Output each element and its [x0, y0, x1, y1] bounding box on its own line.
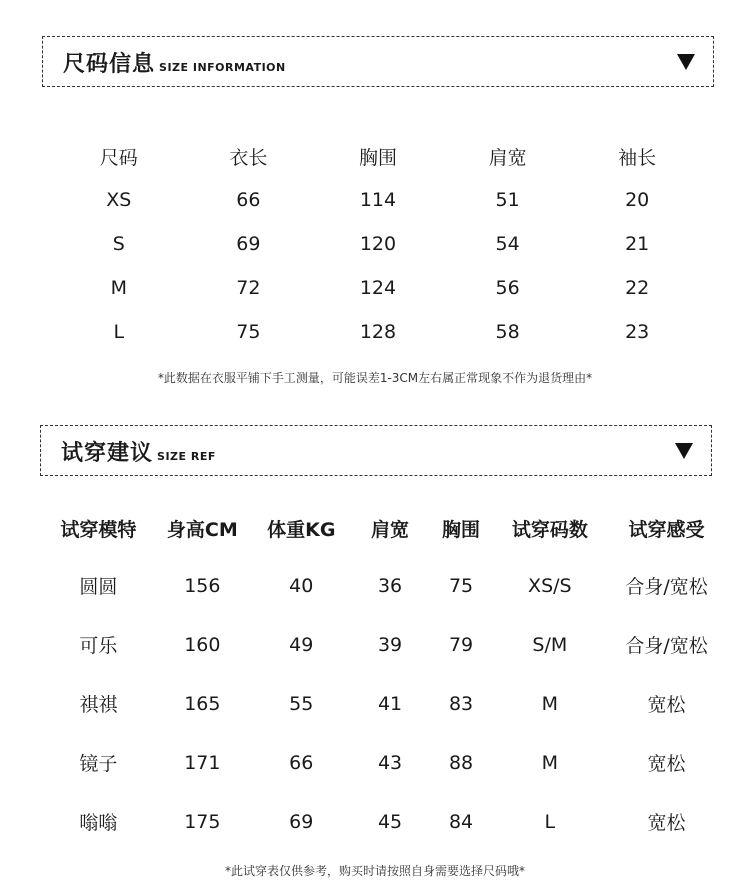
- table-cell: 45: [377, 810, 403, 833]
- table-cell: 120: [359, 233, 397, 255]
- column-header: 胸围: [442, 518, 481, 541]
- table-cell: 49: [289, 633, 314, 656]
- table-row: [54, 310, 702, 354]
- table-cell: 宽松: [647, 812, 686, 834]
- table-cell: 165: [184, 692, 221, 715]
- table-cell: L: [544, 810, 556, 833]
- column-header: 试穿码数: [511, 518, 588, 541]
- table-cell: 合身/宽松: [625, 635, 708, 657]
- table-cell: 23: [625, 321, 650, 343]
- table-cell: 宽松: [647, 753, 686, 775]
- table-cell: M: [541, 692, 559, 715]
- size-info-header[interactable]: [42, 36, 714, 87]
- table-cell: S: [112, 233, 125, 255]
- table-cell: M: [110, 277, 127, 299]
- table-cell: 171: [184, 751, 221, 774]
- table-cell: 75: [236, 321, 261, 343]
- column-header: 尺码: [99, 146, 138, 169]
- table-cell: 20: [625, 189, 650, 211]
- table-cell: 40: [289, 574, 314, 597]
- table-cell: 69: [289, 810, 314, 833]
- table-cell: 56: [495, 277, 520, 299]
- table-row: [40, 733, 730, 792]
- table-row: [40, 792, 730, 851]
- size-info-table: [54, 134, 702, 354]
- table-cell: 36: [377, 574, 403, 597]
- size-ref-subtitle: SIZE REF: [157, 450, 216, 463]
- table-cell: 嗡嗡: [79, 812, 118, 834]
- table-row: [40, 556, 730, 615]
- column-header: 袖长: [618, 146, 657, 169]
- table-cell: S/M: [532, 633, 568, 656]
- table-cell: M: [541, 751, 559, 774]
- table-cell: 160: [184, 633, 221, 656]
- table-row: [54, 222, 702, 266]
- size-ref-title: [61, 436, 216, 467]
- column-header: 体重KG: [267, 518, 336, 541]
- column-header: 肩宽: [371, 518, 410, 541]
- table-cell: 114: [359, 189, 397, 211]
- table-cell: 69: [236, 233, 261, 255]
- table-cell: 156: [184, 574, 221, 597]
- table-cell: XS: [106, 189, 132, 211]
- table-cell: 51: [495, 189, 520, 211]
- column-header: 衣长: [229, 146, 268, 169]
- table-row: [40, 674, 730, 733]
- table-row: [54, 178, 702, 222]
- table-cell: 58: [495, 321, 520, 343]
- table-cell: 124: [359, 277, 397, 299]
- table-cell: 83: [448, 692, 474, 715]
- table-row: [40, 615, 730, 674]
- table-header-row: [40, 500, 730, 556]
- size-info-title: [63, 47, 286, 78]
- table-cell: 66: [236, 189, 261, 211]
- table-cell: 可乐: [79, 635, 118, 657]
- table-cell: L: [113, 321, 125, 343]
- size-ref-header[interactable]: [40, 425, 712, 476]
- column-header: 试穿模特: [60, 518, 137, 541]
- size-ref-title-text: 试穿建议: [61, 441, 154, 466]
- size-info-subtitle: SIZE INFORMATION: [159, 61, 286, 74]
- column-header: 试穿感受: [628, 518, 705, 541]
- table-cell: 79: [448, 633, 474, 656]
- table-cell: 41: [377, 692, 403, 715]
- table-cell: 宽松: [647, 694, 686, 716]
- table-cell: 84: [448, 810, 474, 833]
- collapse-triangle-icon[interactable]: [675, 443, 693, 459]
- table-cell: 128: [359, 321, 397, 343]
- table-cell: 22: [625, 277, 650, 299]
- size-ref-table: [40, 500, 730, 851]
- size-ref-note: *此试穿表仅供参考，购买时请按照自身需要选择尺码哦*: [224, 864, 525, 878]
- table-cell: 21: [625, 233, 650, 255]
- table-cell: 镜子: [79, 753, 118, 775]
- table-row: [54, 266, 702, 310]
- table-cell: 合身/宽松: [625, 576, 708, 598]
- table-cell: 39: [377, 633, 403, 656]
- table-cell: 55: [289, 692, 314, 715]
- table-cell: 175: [184, 810, 221, 833]
- table-cell: XS/S: [528, 574, 572, 597]
- collapse-triangle-icon[interactable]: [677, 54, 695, 70]
- table-header-row: [54, 134, 702, 178]
- size-info-title-text: 尺码信息: [63, 52, 156, 77]
- table-cell: 祺祺: [79, 694, 118, 716]
- table-cell: 54: [495, 233, 520, 255]
- table-cell: 88: [448, 751, 474, 774]
- table-cell: 75: [448, 574, 474, 597]
- column-header: 肩宽: [488, 146, 527, 169]
- size-info-note: *此数据在衣服平铺下手工测量，可能误差1-3CM左右属正常现象不作为退货理由*: [157, 371, 593, 385]
- table-cell: 圆圆: [79, 576, 118, 598]
- table-cell: 66: [289, 751, 314, 774]
- column-header: 胸围: [358, 146, 397, 169]
- column-header: 身高CM: [166, 518, 238, 541]
- table-cell: 43: [377, 751, 403, 774]
- table-cell: 72: [236, 277, 261, 299]
